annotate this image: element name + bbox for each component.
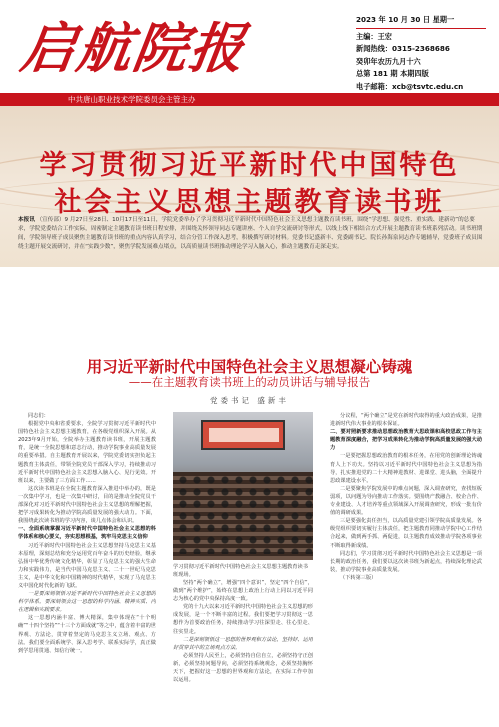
issue-info — [356, 14, 486, 93]
paragraph: 同志们，学习贯彻习近平新时代中国特色社会主义思想是一项长期的政治任务，我们要以这次读书班为新起点，持续深化理论武装，推动学院事业高质量发展。 — [330, 550, 482, 573]
paragraph: 一是要把握思想政治教育的根本任务，在用党的创新理论铸魂育人上下功夫。坚持以习近平新时代中国特色社会主义思想为指导，扎实推进党的二十大精神进教材、进课堂、进头脑，全面提升思政课建设水平。 — [330, 453, 482, 484]
chief-editor: 主编：王宏 — [356, 31, 392, 41]
paragraph: 二是要聚焦学院发展中的难点问题，深入调查研究，查找短板弱项，以问题为导向推动工作落实。要围绕产教融合、校企合作、专业建设、人才培养等重点领域深入开展调查研究，形成一批有价值的调研成果。 — [330, 485, 482, 517]
paragraph: 坚持“两个确立”，增强“四个意识”，坚定“四个自信”，做到“两个维护”，始终在思想上政治上行动上同以习近平同志为核心的党中央保持高度一致。 — [173, 580, 313, 603]
newspaper-logo: 启航院报 — [17, 16, 251, 80]
article-column-2 — [173, 579, 313, 719]
sponsor-text: 中共唐山职业技术学院委员会主管主办 — [68, 95, 196, 104]
issue-date: 2023 年 10 月 30 日 星期一 — [356, 15, 455, 24]
paragraph: 这次读书班是在全院主题教育深入推进中举办的，既是一次集中学习，也是一次集中研讨，目的是推动全院党员干部深化对习近平新时代中国特色社会主义思想的理解把握，把学习成果转化为推动学院高质量发展的强大动力。下面，我围绕此次读书班的学习内容，谈几点体会和认识。 — [18, 485, 156, 525]
news-hotline: 新闻热线：0315-2368686 — [356, 44, 450, 53]
paragraph: 习近平新时代中国特色社会主义思想坚持马克思主义基本原理，深刻总结和充分运用党百年奋斗的历史经验，继承弘扬中华优秀传统文化精华，彰显了马克思主义的强大生命力和实践伟力，是当代中国马克思主义、二十一世纪马克思主义，是中华文化和中国精神的时代精华，实现了马克思主义中国化时代化新的飞跃。 — [18, 542, 156, 589]
intro-label: 本报讯 — [18, 217, 35, 223]
banner-intro — [18, 216, 483, 252]
photo-caption: 学习贯彻习近平新时代中国特色社会主义思想主题教育读书班现场。 — [173, 564, 308, 578]
paragraph: 必须坚持人民至上，必须坚持自信自立，必须坚持守正创新，必须坚持问题导向，必须坚持系统观念，必须坚持胸怀天下，把握好这一思想的世界观和方法论，在实际工作中加以运用。 — [173, 652, 313, 684]
paragraph: 三是要强化责任担当，以高质量党建引领学院高质量发展。各级党组织要切实履行主体责任，把主题教育同推动学院中心工作结合起来，做到两手抓、两促进，以主题教育成效推动学院各项事业不断取得新成绩。 — [330, 518, 482, 549]
meeting-photo — [173, 412, 313, 560]
issue-number: 总第 181 期 本期四版 — [356, 69, 429, 78]
lunar-date: 癸卯年农历九月十六 — [356, 56, 421, 66]
audience-heads — [173, 474, 313, 554]
paragraph: 分议程，“两个确立”是党在新时代取得的重大政治成果，是推进新时代伟大事业的根本保证。 — [330, 413, 482, 428]
article-subheadline: ——在主题教育读书班上的动员讲话与辅导报告 — [128, 375, 371, 389]
section-heading: 二、要对照新要求推动思想政治教育大思政课和高校思政工作与主题教育深度融合，把学习成果转化为推动学院高质量发展的强大动力 — [330, 429, 482, 452]
paragraph: 党的十九大以来习近平新时代中国特色社会主义思想的形成发展，是一个不断丰富的过程。我们要把学习贯彻这一思想作为首要政治任务，持续推动学习往深里走、往心里走、往实里走。 — [173, 604, 313, 635]
masthead — [0, 0, 499, 92]
paragraph: 二是深刻领悟这一思想的世界观和方法论，坚持好、运用好贯穿其中的立场观点方法。 — [173, 636, 313, 651]
banner-title-line2: 社会主义思想主题教育读书班 — [54, 187, 445, 218]
article-author: 党委书记 盛新丰 — [210, 396, 289, 405]
article-column-3 — [330, 412, 482, 718]
paragraph: 一是要深刻领悟习近平新时代中国特色社会主义思想的科学体系。要深刻领会这一思想的科学内涵、精神实质、内在逻辑和实践要求。 — [18, 591, 156, 614]
section-heading: 一、全面系统掌握习近平新时代中国特色社会主义思想的科学体系和核心要义，夯实思想根基，筑牢马克思主义信仰 — [18, 526, 156, 541]
projection-screen — [201, 420, 285, 450]
email-address[interactable]: 电子邮箱：xcb@tsvtc.edu.cn — [356, 81, 464, 91]
paragraph: 同志们： — [28, 413, 49, 419]
paragraph: 根据党中央和省委要求，全院学习贯彻习近平新时代中国特色社会主义思想主题教育，在各级党组织深入开展。从2023年9月开始，全院举办主题教育读书班，开展主题教育，是统一全院思想和意志行动，推动学院事业高质量发展的重要举措。自主题教育开展以来，学院党委切实担负起主题教育主体责任，带领全院党员干部深入学习，持续推动习近平新时代中国特色社会主义思想入脑入心、见行见效。开班以来，主要做了三方面工作…… — [18, 421, 156, 484]
sponsor-bar — [0, 93, 499, 106]
article-column-1 — [18, 412, 156, 718]
intro-text: （宣传部）9 月27日至28日、10月17日至11日，学院党委举办了学习贯彻习近平新时代中国特色社会主义思想主题教育读书班，围绕“学思想、强党性、重实践、建新功”的总要求，学院党委结合工作实际，周密制定主题教育读书班日程安排，并围绕关怀领导同志专题讲座、个人自学交流研讨等形式，以线上线下相结合方式开展主题教育读书班系列活动。读书班期间，学院领导班子成员聚焦主题教育读书班的重点内容认真学习，结合分管工作深入思考，积极撰写研讨材料。党委书记盛新丰、党委副书记、院长孙海泉同志作专题辅导，党委班子成员围绕主题开展交流研讨，并在“实践少数”，聚焦学院发展难点堵点，以高质量读书班推动理论学习入脑入心，推动主题教育走深走实。 — [18, 217, 483, 250]
article-headline: 用习近平新时代中国特色社会主义思想凝心铸魂 — [86, 358, 413, 376]
paragraph: （下转第三版） — [340, 574, 377, 581]
paragraph: 这一思想内涵丰富、博大精深，集中体现在“十个明确”“十四个坚持”“十三个方面成就”等之中，蕴含着丰富的世界观、方法论，贯穿着坚定的马克思主义立场、观点、方法。我们要全面系统学、深入思考学、联系实际学，真正做到学思用贯通、知信行统一。 — [18, 615, 156, 654]
banner-title-line1: 学习贯彻习近平新时代中国特色 — [39, 150, 460, 181]
